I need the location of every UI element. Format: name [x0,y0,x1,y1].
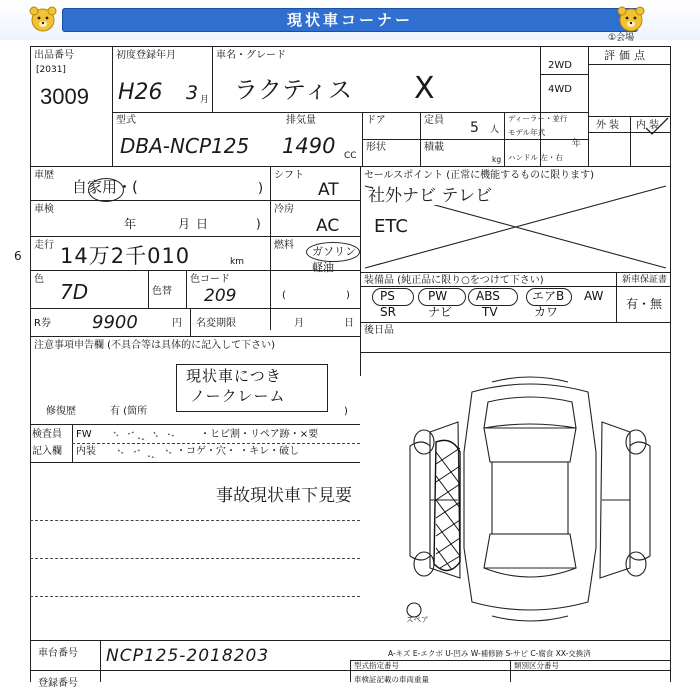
car-damage-diagram [400,372,660,626]
fuel-paren-open: ( [282,290,286,301]
equip-abs: ABS [476,289,500,303]
handle-label: ハンドル 左・右 [508,153,563,162]
mileage-value: 14万2千010 [60,244,191,268]
fuel-paren-close: ) [346,290,350,301]
equip-ps-circle [372,288,414,306]
inspection-year: 年 [124,217,137,231]
name-change-label: 名変期限 [196,318,236,329]
inspector-label-1: 検査員 [32,429,62,440]
mileage-margin-note: 6 [14,249,22,263]
equip-leather: カワ [534,305,559,319]
recycle-label: R券 [34,318,51,329]
handwritten-note: 事故現状車下見要 [216,486,352,506]
first-reg-month-unit: 月 [200,95,210,105]
lot-label: 出品番号 [34,50,74,61]
recycle-unit: 円 [172,318,182,329]
model-year-unit: 年 [572,139,582,149]
equip-tv: TV [482,305,498,319]
equip-abs-circle [468,288,518,306]
lot-code: [2031] [36,65,66,75]
inspection-month: 月 [178,217,191,231]
color-label: 色 [34,274,44,285]
history-circle-mark [88,178,124,202]
doors-label: ドア [366,115,386,126]
aircon-value: AC [316,216,340,236]
chassis-value: NCP125-2018203 [106,646,270,666]
load-unit: kg [492,155,502,164]
stamp-line1: 現状車につき [186,367,282,385]
first-reg-year: H26 [118,80,163,105]
displacement-value: 1490 [282,134,336,158]
capacity-unit: 人 [490,125,500,135]
sales-point-label: セールスポイント (正常に機能するものに限ります) [364,170,595,181]
car-grade-value: X [414,71,435,106]
fuel-circle-mark [306,242,360,262]
grade-label: 評価点 [604,49,649,62]
color-swap-label: 色替 [152,286,172,297]
equip-pw: PW [428,289,448,303]
color-code-label: 色コード [190,274,230,285]
drive-4wd: 4WD [548,84,572,95]
class-number-label: 類別区分番号 [514,661,559,670]
color-code-value: 209 [204,286,237,306]
equip-aw: AW [584,289,604,303]
fuel-oil: 軽油 [312,261,334,274]
page-title: 現状車コーナー [286,11,413,29]
sales-point-line1: 社外ナビ テレビ [368,186,493,206]
weight-label: 車検証記載の車両重量 [354,675,429,684]
interior-label: 内装 [636,120,662,131]
inspection-close: ) [256,217,261,231]
interior-check-mark [644,116,670,138]
model-year-label: モデル年式 [508,128,546,137]
inspector-row2-text: ・コゲ・穴・ ・キレ・破し [176,446,300,457]
corner-mark: ①会場 [608,33,635,43]
registration-label: 登録番号 [38,678,78,689]
equipment-label: 装備品 (純正品に限り○をつけて下さい) [364,275,544,286]
aircon-label: 冷房 [274,204,294,215]
mileage-unit: km [230,257,244,267]
history-close: ) [258,181,264,196]
inspection-label: 車検 [34,204,54,215]
equip-sr: SR [380,305,396,319]
displacement-label: 排気量 [286,115,316,126]
warranty-label: 新車保証書 [622,275,668,285]
equip-pw-circle [418,288,466,306]
lot-number: 3009 [40,84,89,109]
notes-label: 注意事項申告欄 (不具合等は具体的に記入して下さい) [34,340,275,351]
after-fit-label: 後日品 [364,325,394,336]
car-name-value: ラクティス [234,76,353,104]
shift-label: シフト [274,170,304,181]
capacity-label: 定員 [424,115,444,126]
stamp-line2: ノークレーム [190,387,286,405]
name-change-month: 月 [294,318,304,329]
model-designation-label: 型式指定番号 [354,661,399,670]
load-label: 積載 [424,142,444,153]
first-reg-label: 初度登録年月 [116,50,176,61]
equip-airbag: エアB [532,289,565,303]
inspector-interior: 内装 [76,446,96,457]
bear-mascot-right-icon [616,4,646,34]
inspector-row1-text: ・ヒビ割・リペア跡・×要 [200,429,319,440]
shape-label: 形状 [366,142,386,153]
fuel-label: 燃料 [274,240,294,251]
name-change-day: 日 [344,318,354,329]
chassis-label: 車台番号 [38,648,78,659]
recycle-value: 9900 [92,312,138,333]
color-value: 7D [60,280,89,304]
history-label: 車歴 [34,170,54,181]
mileage-label: 走行 [34,240,54,251]
inspection-day: 日 [196,217,209,231]
inspector-fw: FW [76,429,92,440]
inspector-label-2: 記入欄 [32,446,62,457]
redacted-scribbles [108,426,188,466]
capacity-value: 5 [470,120,479,136]
equip-ps: PS [380,289,395,303]
spare-label: スペア [406,615,429,624]
repair-close: ) [344,406,348,417]
warranty-value: 有・無 [626,297,663,311]
sales-point-line2: ETC [374,216,408,237]
displacement-unit: CC [344,151,357,161]
drive-2wd: 2WD [548,60,572,71]
shift-value: AT [318,180,339,200]
damage-legend: A-キズ E-エクボ U-凹み W-補修跡 S-サビ C-腐食 XX-交換済 [388,649,591,658]
repair-value: 有 (箇所 [110,406,148,417]
bear-mascot-left-icon [28,4,58,34]
repair-label: 修復歴 [46,406,76,417]
model-type-label: 型式 [116,115,136,126]
dealer-label: ディーラー・並行 [508,114,568,123]
history-value: 自家用・( [72,178,138,196]
car-name-label: 車名・グレード [216,50,286,61]
exterior-label: 外装 [596,120,622,131]
equip-airbag-circle [526,288,572,306]
fuel-gas: ガソリン [312,245,356,258]
equip-navi: ナビ [428,305,453,319]
first-reg-month: 3 [186,82,199,104]
model-type-value: DBA-NCP125 [120,134,250,158]
